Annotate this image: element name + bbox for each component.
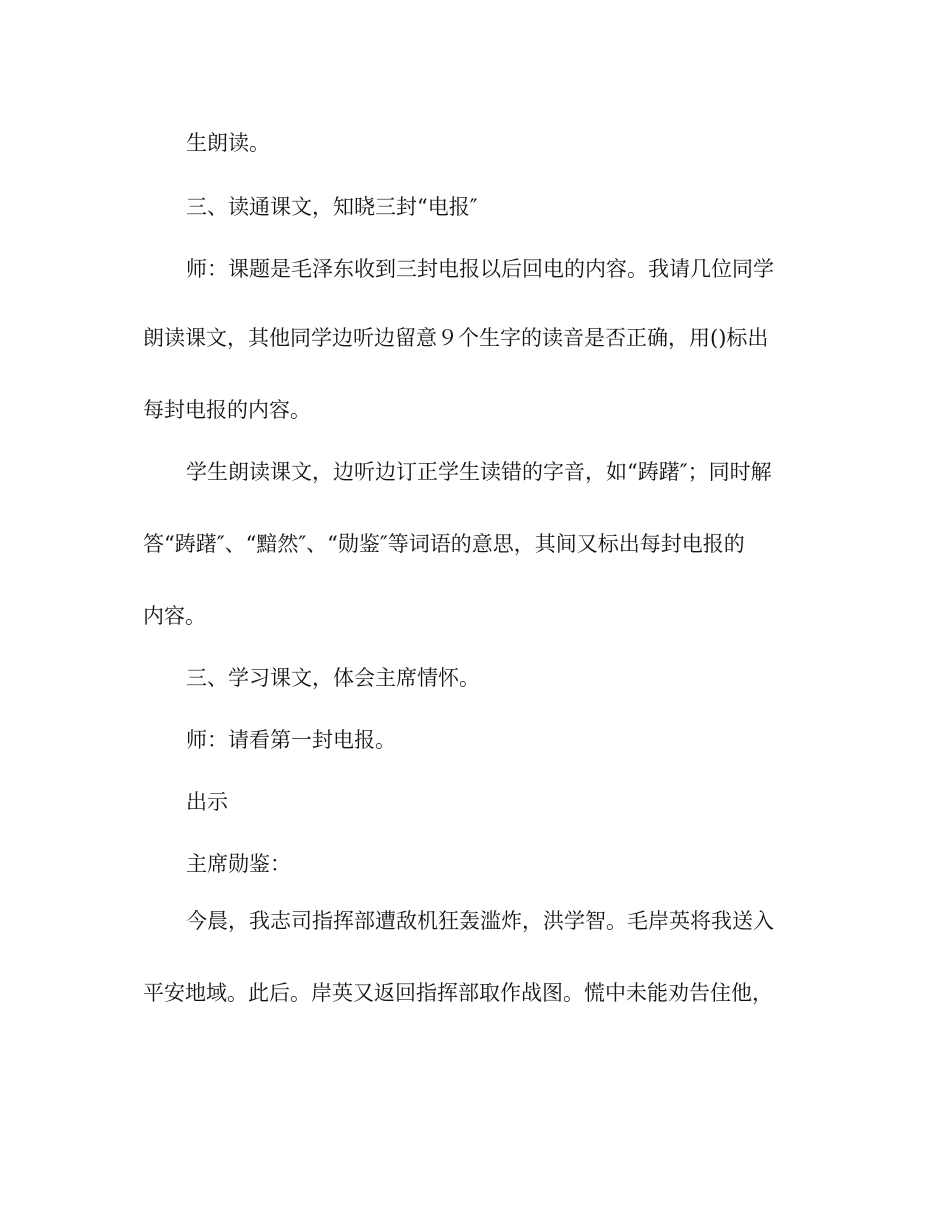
paragraph-line: 今晨，我志司指挥部遭敌机狂轰滥炸，洪学智。毛岸英将我送入	[186, 909, 774, 933]
paragraph-line: 出示	[186, 790, 228, 814]
section-heading: 三、读通课文，知晓三封“电报″	[186, 195, 478, 219]
paragraph-line: 答“踌躇″、“黯然″、“勋鉴″等词语的意思，其间又标出每封电报的	[143, 532, 745, 556]
paragraph-line: 每封电报的内容。	[143, 398, 311, 422]
paragraph-line: 朗读课文，其他同学边听边留意９个生字的读音是否正确，用()标出	[143, 326, 769, 350]
paragraph-line: 内容。	[143, 604, 206, 628]
paragraph-line: 主席勋鉴：	[186, 852, 291, 876]
paragraph-line: 师：课题是毛泽东收到三封电报以后回电的内容。我请几位同学	[186, 257, 774, 281]
section-heading: 三、学习课文，体会主席情怀。	[186, 666, 480, 690]
paragraph-line: 生朗读。	[186, 131, 270, 155]
paragraph-line: 平安地域。此后。岸英又返回指挥部取作战图。慌中未能劝告住他，	[143, 981, 773, 1005]
paragraph-line: 师：请看第一封电报。	[186, 728, 396, 752]
paragraph-line: 学生朗读课文，边听边订正学生读错的字音，如“踌躇″；同时解	[186, 460, 772, 484]
